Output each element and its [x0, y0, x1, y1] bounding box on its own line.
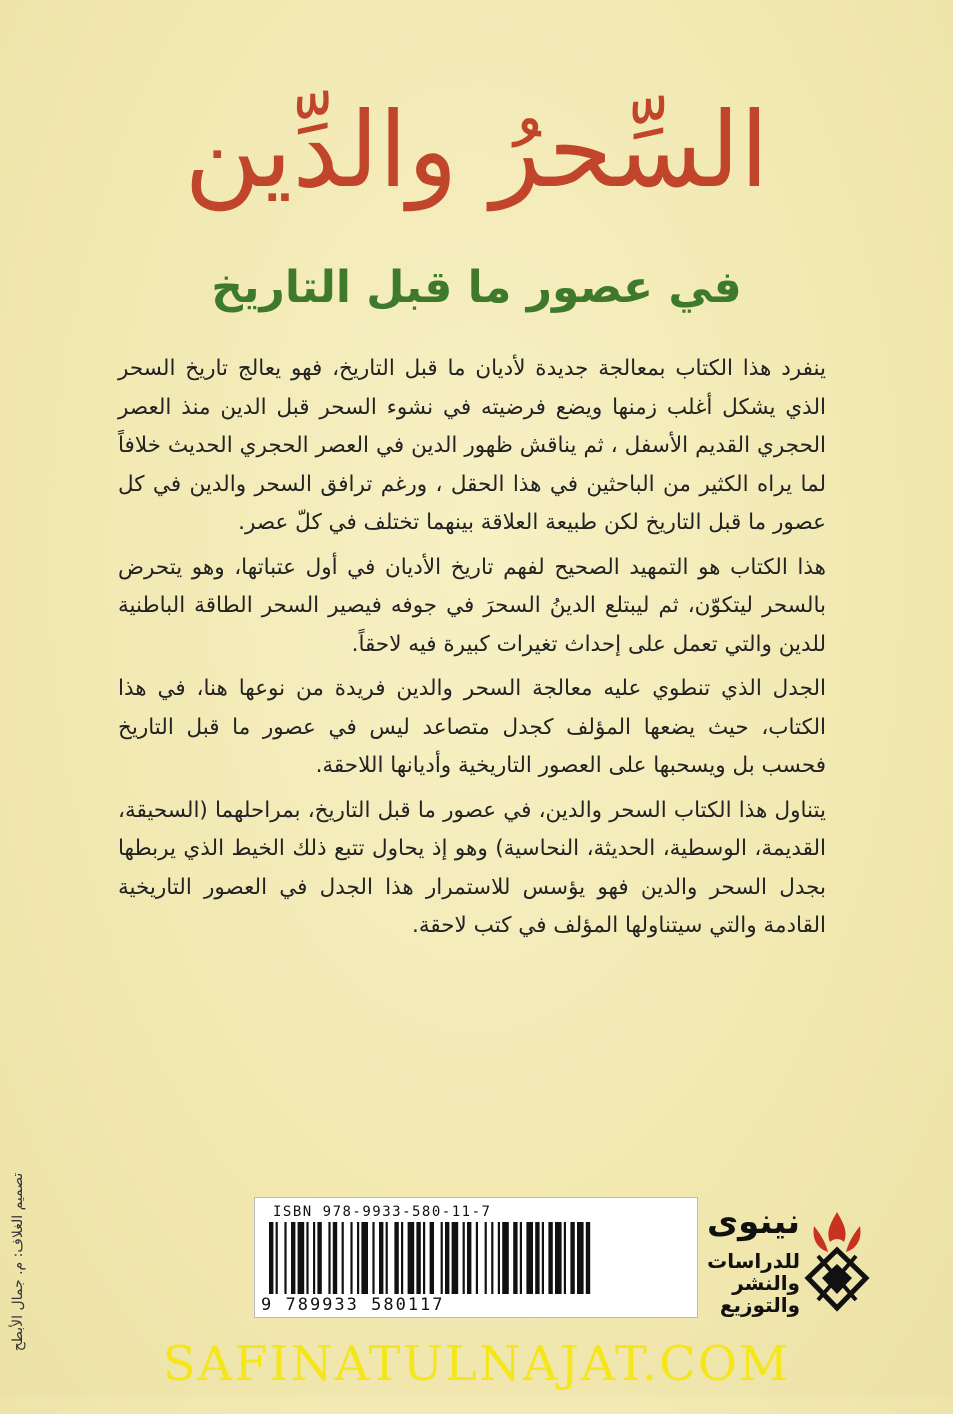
barcode-bar: [476, 1222, 478, 1294]
publisher-emblem-icon: [804, 1208, 870, 1312]
book-subtitle: في عصور ما قبل التاريخ: [211, 262, 742, 313]
barcode-bar: [342, 1222, 344, 1294]
barcode-bar: [452, 1222, 459, 1294]
blurb-paragraph: الجدل الذي تنطوي عليه معالجة السحر والدين فريدة من نوعها هنا، في هذا الكتاب، حيث يضعها المؤلف كجدل متصاعد ليس في عصور ما قبل التاريخ فحسب بل ويسحبها على العصور التاريخية وأديانها اللاحقة.: [118, 676, 826, 778]
barcode-bar: [298, 1222, 305, 1294]
barcode-bar: [394, 1222, 398, 1294]
barcode-bar: [430, 1222, 434, 1294]
barcode-bar: [269, 1222, 273, 1294]
publisher-name: نينوى: [706, 1202, 800, 1242]
blurb-paragraph: يتناول هذا الكتاب السحر والدين، في عصور ما قبل التاريخ، بمراحلهما (السحيقة، القديمة، الوسطية، الحديثة، النحاسية) وهو إذ يحاول تتبع ذلك الخيط الذي يربطها بجدل السحر والدين فهو يؤسس للاستمرار هذا الجدل في العصور التاريخية القادمة والتي سيتناولها المؤلف في كتب لاحقة.: [118, 797, 826, 938]
barcode-bar: [372, 1222, 374, 1294]
barcode-bar: [535, 1222, 539, 1294]
barcode-bar: [317, 1222, 321, 1294]
barcode-bar: [306, 1222, 308, 1294]
barcode-bar: [441, 1222, 443, 1294]
website-watermark: SAFINATULNAJAT.COM: [162, 1336, 791, 1392]
publisher-line-2: والنشر: [732, 1271, 800, 1295]
barcode-bar: [401, 1222, 403, 1294]
barcode-bar: [577, 1222, 584, 1294]
book-title: السِّحرُ والدِّين: [184, 89, 769, 211]
barcode-bar: [416, 1222, 420, 1294]
barcode-bar: [564, 1222, 566, 1294]
blurb-paragraph: ينفرد هذا الكتاب بمعالجة جديدة لأديان ما قبل التاريخ، فهو يعالج تاريخ السحر الذي يشكل أغلب زمنها ويضع فرضيته في نشوء السحر قبل الدين منذ العصر الحجري القديم الأسفل ، ثم يناقش ظهور الدين في العصر الحجري الحديث خلافاً لما يراه الكثير من الباحثين في هذا الحقل ، ورغم ترافق السحر والدين في كل عصور ما قبل التاريخ لكن طبيعة العلاقة بينهما تختلف في كلّ عصر.: [118, 356, 826, 535]
publisher-line-3: والتوزيع: [719, 1293, 800, 1317]
barcode-bar: [408, 1222, 415, 1294]
barcode-bar: [498, 1222, 500, 1294]
barcode-bar: [333, 1222, 337, 1294]
barcode-number: 9 789933 580117: [261, 1295, 445, 1315]
barcode-bars: [269, 1222, 679, 1294]
isbn-label: ISBN 978-9933-580-11-7: [273, 1204, 492, 1220]
barcode-bar: [485, 1222, 487, 1294]
barcode-bar: [542, 1222, 544, 1294]
barcode-bar: [467, 1222, 471, 1294]
barcode-bar: [328, 1222, 330, 1294]
barcode-bar: [361, 1222, 368, 1294]
blurb-paragraph: هذا الكتاب هو التمهيد الصحيح لفهم تاريخ الأديان في أول عتباتها، وهو يتحرض بالسحر ليتكوّن، ثم ليبتلع الدينُ السحرَ في جوفه فيصير السحر الطاقة الباطنية للدين والتي تعمل على إحداث تغيرات كبيرة فيه لاحقاً.: [118, 554, 826, 657]
barcode-bar: [586, 1222, 590, 1294]
barcode-bar: [570, 1222, 574, 1294]
barcode-bar: [313, 1222, 315, 1294]
barcode-bar: [379, 1222, 383, 1294]
barcode-bar: [513, 1222, 517, 1294]
barcode-bar: [491, 1222, 493, 1294]
barcode-bar: [350, 1222, 352, 1294]
barcode-bar: [463, 1222, 465, 1294]
barcode-bar: [526, 1222, 533, 1294]
publisher-line-1: للدراسات: [707, 1249, 800, 1273]
barcode-bar: [284, 1222, 286, 1294]
barcode-bar: [548, 1222, 552, 1294]
barcode-bar: [357, 1222, 359, 1294]
publisher-logo: [620, 1200, 870, 1320]
barcode-bar: [555, 1222, 562, 1294]
barcode-bar: [445, 1222, 449, 1294]
barcode-bar: [386, 1222, 388, 1294]
barcode-bar: [291, 1222, 295, 1294]
designer-credit-text: تصميم الغلاف: م. جمال الأبطح: [10, 1172, 26, 1352]
barcode-bar: [520, 1222, 522, 1294]
barcode-bar: [276, 1222, 278, 1294]
barcode-bar: [502, 1222, 509, 1294]
blurb-text: [118, 350, 826, 952]
barcode-bar: [423, 1222, 425, 1294]
